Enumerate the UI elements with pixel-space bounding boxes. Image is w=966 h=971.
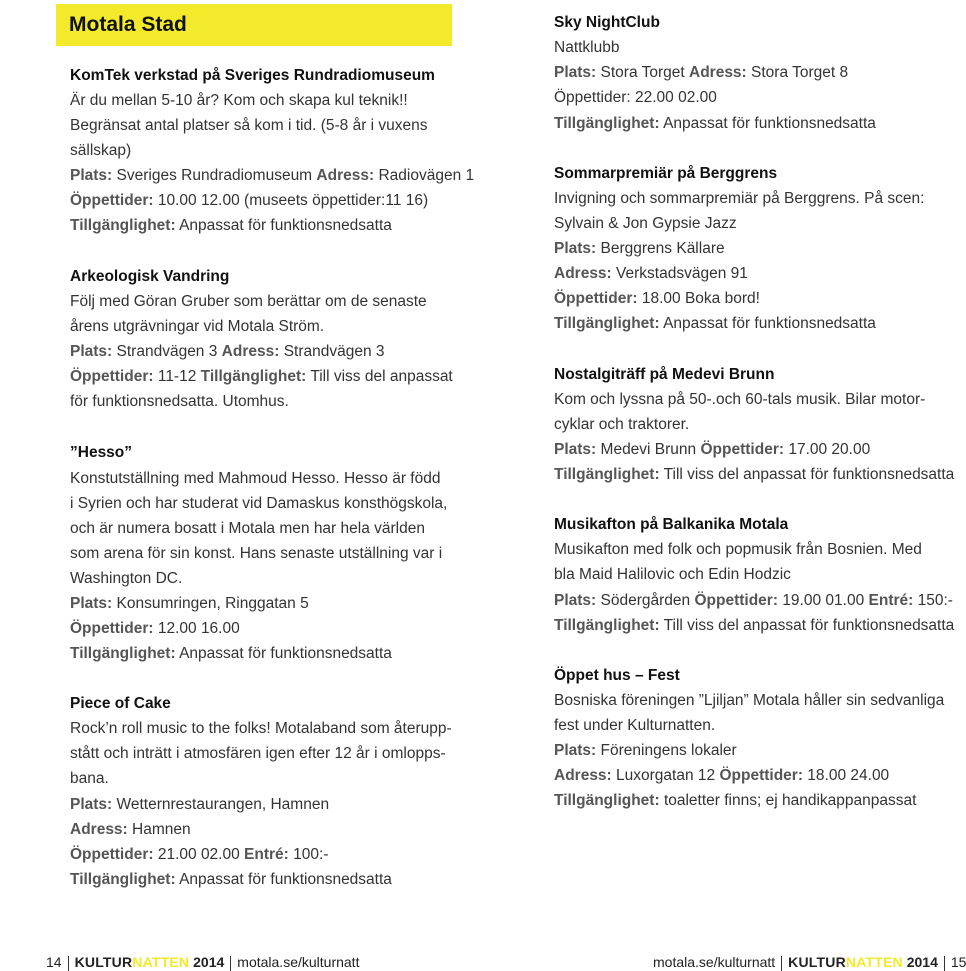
footer-divider — [230, 956, 231, 971]
section-header — [56, 4, 452, 46]
event-info-oppettider: Öppettider: 12.00 16.00 — [70, 620, 240, 637]
footer-divider — [68, 956, 69, 971]
event-desc: cyklar och traktorer. — [554, 416, 690, 433]
page-number-right: 15 — [950, 954, 966, 970]
event-desc: som arena för sin konst. Hans senaste utställning var i — [70, 545, 443, 562]
event-title-sky-nightclub: Sky NightClub — [554, 14, 660, 31]
event-info-tillganglighet: Tillgänglighet: Anpassat för funktionsnedsatta — [70, 217, 392, 234]
event-desc: Musikafton med folk och popmusik från Bosnien. Med — [554, 541, 922, 558]
page-number-left: 14 — [46, 954, 62, 970]
event-info-tillganglighet: Tillgänglighet: Till viss del anpassat för funktionsnedsatta — [554, 466, 955, 483]
event-info-oppettider: Öppettider: 10.00 12.00 (museets öppettider:11 16) — [70, 192, 429, 209]
event-desc: i Syrien och har studerat vid Damaskus konsthögskola, — [70, 495, 448, 512]
event-info-plats: Plats: Föreningens lokaler — [554, 742, 737, 759]
footer-left — [46, 953, 359, 971]
event-desc: Konstutställning med Mahmoud Hesso. Hesso är född — [70, 470, 441, 487]
event-desc: Begränsat antal platser så kom i tid. (5-8 år i vuxens — [70, 117, 428, 134]
event-desc: bla Maid Halilovic och Edin Hodzic — [554, 566, 791, 583]
event-desc: Nattklubb — [554, 39, 620, 56]
event-title-hesso: ”Hesso” — [70, 444, 133, 461]
event-info-plats: Plats: Konsumringen, Ringgatan 5 — [70, 595, 309, 612]
brand-logo: KULTURNATTEN — [788, 954, 903, 970]
event-info-oppettider: Öppettider: 22.00 02.00 — [554, 89, 717, 106]
event-info-tillganglighet: Tillgänglighet: Anpassat för funktionsnedsatta — [554, 315, 876, 332]
event-info-oppettider: Öppettider: 18.00 Boka bord! — [554, 290, 760, 307]
event-desc: och är numera bosatt i Motala men har hela världen — [70, 520, 425, 537]
event-title-arkeologisk: Arkeologisk Vandring — [70, 268, 230, 285]
footer-divider — [781, 956, 782, 971]
event-info-tillganglighet: Tillgänglighet: Anpassat för funktionsnedsatta — [70, 871, 392, 888]
event-info-adress: Adress: Verkstadsvägen 91 — [554, 265, 748, 282]
event-desc: Är du mellan 5-10 år? Kom och skapa kul teknik!! — [70, 92, 408, 109]
event-info-plats: Plats: Strandvägen 3 Adress: Strandvägen 3 — [70, 343, 385, 360]
event-desc: Invigning och sommarpremiär på Berggrens. På scen: — [554, 190, 925, 207]
event-desc: stått och inträtt i atmosfären igen efter 12 år i omlopps- — [70, 745, 446, 762]
event-info-plats: Plats: Wetternrestaurangen, Hamnen — [70, 796, 330, 813]
event-desc: årens utgrävningar vid Motala Ström. — [70, 318, 325, 335]
event-desc: Washington DC. — [70, 570, 183, 587]
footer-right — [653, 953, 966, 971]
event-info-adress: Adress: Luxorgatan 12 Öppettider: 18.00 24.00 — [554, 767, 890, 784]
section-title: Motala Stad — [69, 13, 187, 36]
footer-url[interactable]: motala.se/kulturnatt — [653, 954, 776, 970]
event-title-komtek: KomTek verkstad på Sveriges Rundradiomuseum — [70, 67, 435, 84]
event-desc: bana. — [70, 770, 109, 787]
event-title-sommarpremiar: Sommarpremiär på Berggrens — [554, 165, 778, 182]
event-desc: Sylvain & Jon Gypsie Jazz — [554, 215, 737, 232]
brand-year: 2014 — [906, 954, 938, 970]
event-desc: sällskap) — [70, 142, 132, 159]
event-info-tillganglighet: Tillgänglighet: Till viss del anpassat för funktionsnedsatta — [554, 617, 955, 634]
event-info-tillganglighet: Tillgänglighet: toaletter finns; ej handikappanpassat — [554, 792, 917, 809]
event-info-oppettider: Öppettider: 21.00 02.00 Entré: 100:- — [70, 846, 329, 863]
event-info-tillganglighet: Tillgänglighet: Anpassat för funktionsnedsatta — [70, 645, 392, 662]
event-info-plats: Plats: Sveriges Rundradiomuseum Adress: Radiovägen 1 — [70, 167, 475, 184]
event-title-piece-of-cake: Piece of Cake — [70, 695, 171, 712]
event-desc: Bosniska föreningen ”Ljiljan” Motala håller sin sedvanliga — [554, 692, 945, 709]
event-desc: fest under Kulturnatten. — [554, 717, 716, 734]
event-desc: Följ med Göran Gruber som berättar om de senaste — [70, 293, 427, 310]
event-desc: för funktionsnedsatta. Utomhus. — [70, 393, 289, 410]
event-title-nostalgitraff: Nostalgiträff på Medevi Brunn — [554, 366, 775, 383]
event-info-plats: Plats: Stora Torget Adress: Stora Torget 8 — [554, 64, 849, 81]
event-info-plats: Plats: Medevi Brunn Öppettider: 17.00 20.00 — [554, 441, 871, 458]
event-title-musikafton: Musikafton på Balkanika Motala — [554, 516, 789, 533]
event-info-plats: Plats: Södergården Öppettider: 19.00 01.00 Entré: 150:- — [554, 592, 953, 609]
event-desc: Rock’n roll music to the folks! Motalaband som återupp- — [70, 720, 452, 737]
footer-divider — [944, 956, 945, 971]
brand-year: 2014 — [193, 954, 225, 970]
event-info-adress: Adress: Hamnen — [70, 821, 191, 838]
event-title-oppet-hus: Öppet hus – Fest — [554, 667, 680, 684]
footer-url[interactable]: motala.se/kulturnatt — [237, 954, 360, 970]
brand-logo: KULTURNATTEN — [74, 954, 190, 970]
event-desc: Kom och lyssna på 50-.och 60-tals musik. Bilar motor- — [554, 391, 926, 408]
event-info-plats: Plats: Berggrens Källare — [554, 240, 725, 257]
event-info-oppettider: Öppettider: 11-12 Tillgänglighet: Till viss del anpassat — [70, 368, 453, 385]
event-info-tillganglighet: Tillgänglighet: Anpassat för funktionsnedsatta — [554, 115, 876, 132]
